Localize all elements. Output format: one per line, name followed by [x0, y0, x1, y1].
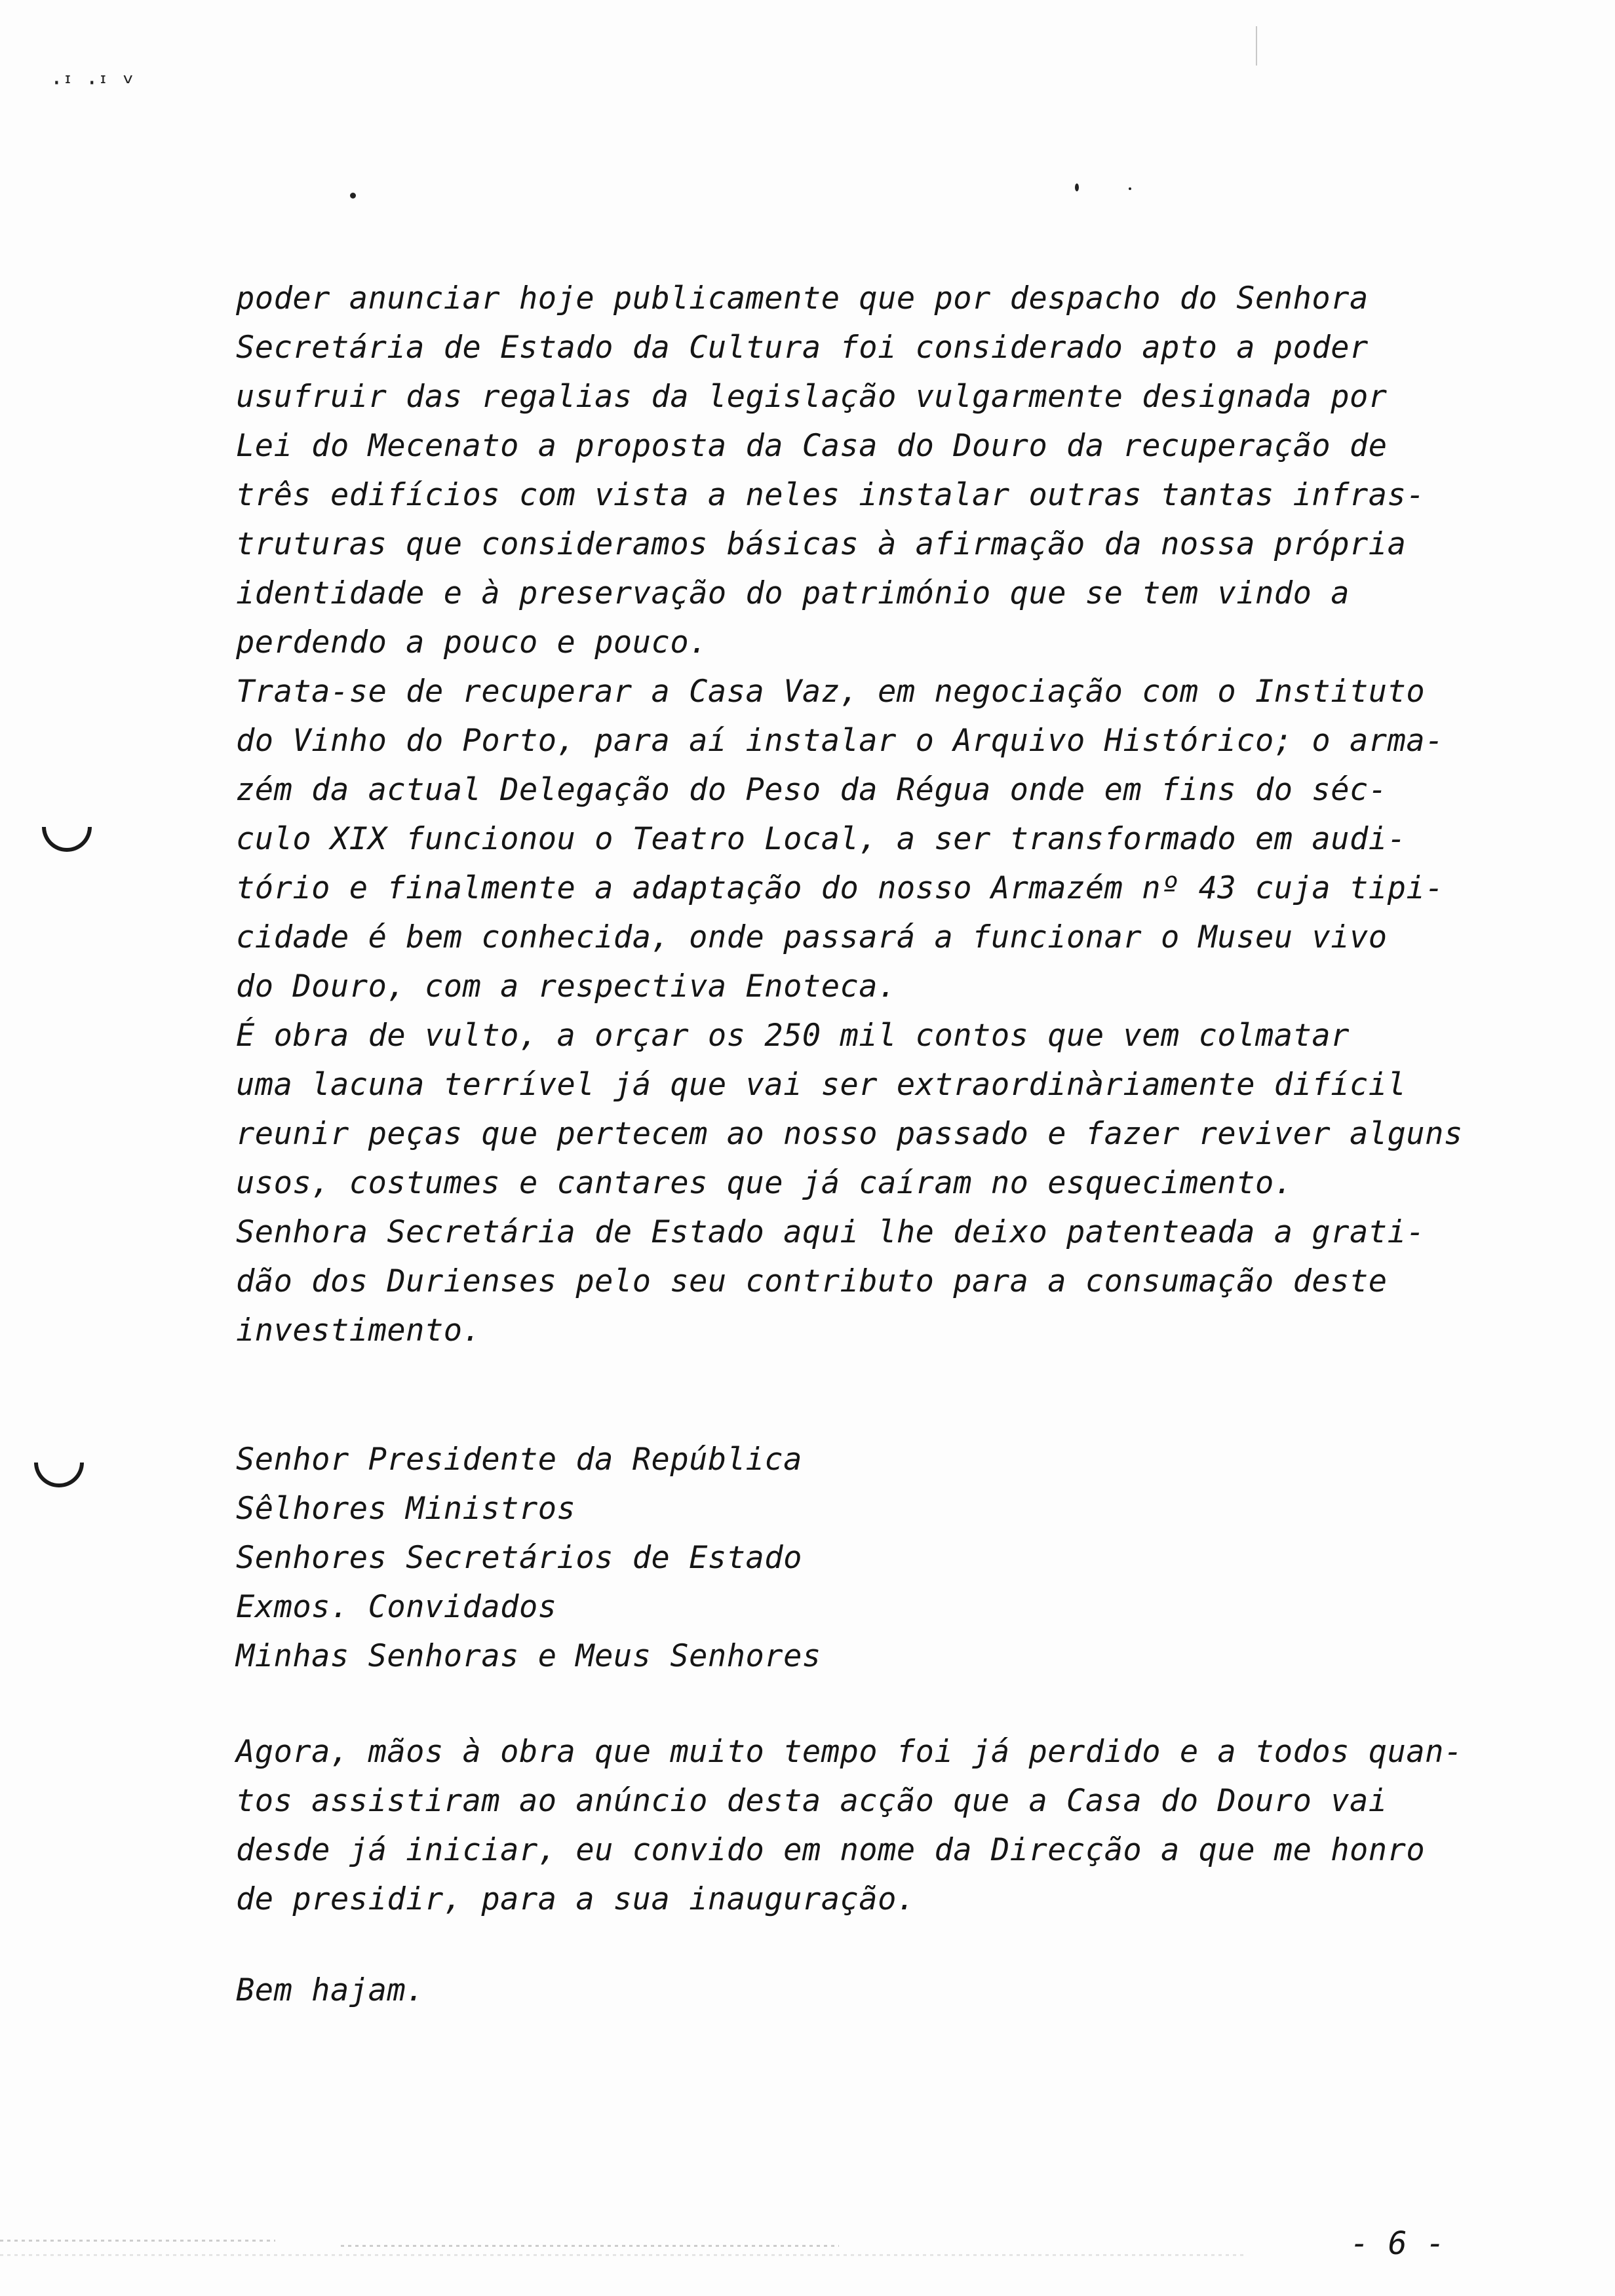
body-line: tório e finalmente a adaptação do nosso Armazém nº 43 cuja tipi- — [236, 870, 1444, 906]
body-line: do Vinho do Porto, para aí instalar o Arquivo Histórico; o arma- — [236, 723, 1444, 759]
closing-line: tos assistiram ao anúncio desta acção que a Casa do Douro vai — [236, 1783, 1388, 1819]
body-line: dão dos Durienses pelo seu contributo para a consumação deste — [236, 1263, 1388, 1299]
body-line: cidade é bem conhecida, onde passará a funcionar o Museu vivo — [236, 919, 1388, 955]
scan-noise-strip — [341, 2245, 839, 2247]
body-line: Senhora Secretária de Estado aqui lhe deixo patenteada a grati- — [236, 1214, 1426, 1250]
salutation-line: Sêlhores Ministros — [236, 1491, 576, 1527]
signoff-text: Bem hajam. — [236, 1972, 425, 2008]
closing-line: desde já iniciar, eu convido em nome da Direcção a que me honro — [236, 1832, 1426, 1868]
scan-noise-strip — [0, 2240, 275, 2242]
body-line: É obra de vulto, a orçar os 250 mil contos que vem colmatar — [236, 1018, 1350, 1054]
closing-paragraph — [236, 1727, 1534, 1924]
body-line: Secretária de Estado da Cultura foi considerado apto a poder — [236, 330, 1369, 366]
body-line: uma lacuna terrível já que vai ser extraordinàriamente difícil — [236, 1067, 1407, 1103]
salutation-line: Minhas Senhoras e Meus Senhores — [236, 1638, 821, 1674]
body-line: do Douro, com a respectiva Enoteca. — [236, 968, 897, 1004]
scan-noise-strip — [0, 2254, 1245, 2256]
salutation-line: Exmos. Convidados — [236, 1589, 557, 1625]
body-line: Trata-se de recuperar a Casa Vaz, em negociação com o Instituto — [236, 674, 1426, 710]
body-line: reunir peças que pertecem ao nosso passado e fazer reviver alguns — [236, 1116, 1463, 1152]
salutation-line: Senhores Secretários de Estado — [236, 1540, 802, 1576]
binder-hole-mark — [42, 827, 92, 852]
salutation-line: Senhor Presidente da República — [236, 1442, 802, 1478]
salutation-block — [236, 1435, 1534, 1681]
closing-line: Agora, mãos à obra que muito tempo foi já perdido e a todos quan- — [236, 1734, 1463, 1770]
body-line: três edifícios com vista a neles instalar outras tantas infras- — [236, 477, 1426, 513]
scan-speck — [1129, 187, 1131, 190]
body-line: poder anunciar hoje publicamente que por despacho do Senhora — [236, 280, 1369, 316]
scan-edge-line — [1256, 26, 1257, 66]
body-line: culo XIX funcionou o Teatro Local, a ser transformado em audi- — [236, 821, 1407, 857]
body-line: usufruir das regalias da legislação vulgarmente designada por — [236, 379, 1388, 415]
body-line: identidade e à preservação do património que se tem vindo a — [236, 575, 1350, 611]
scan-speck — [1075, 183, 1079, 191]
body-line: Lei do Mecenato a proposta da Casa do Douro da recuperação de — [236, 428, 1388, 464]
body-line: investimento. — [236, 1312, 482, 1349]
closing-line: de presidir, para a sua inauguração. — [236, 1881, 916, 1917]
binder-hole-mark — [34, 1463, 84, 1487]
body-text — [236, 274, 1534, 1355]
body-line: perdendo a pouco e pouco. — [236, 624, 708, 660]
signoff-block — [236, 1966, 1534, 2015]
page-number: - 6 - — [1350, 2225, 1445, 2262]
body-line: truturas que consideramos básicas à afirmação da nossa própria — [236, 526, 1407, 562]
scan-speck — [350, 193, 356, 199]
body-line: zém da actual Delegação do Peso da Régua onde em fins do séc- — [236, 772, 1388, 808]
body-line: usos, costumes e cantares que já caíram no esquecimento. — [236, 1165, 1293, 1201]
corner-scribble-mark: ·ᶦ ·ᶦ ᵛ — [52, 68, 138, 98]
